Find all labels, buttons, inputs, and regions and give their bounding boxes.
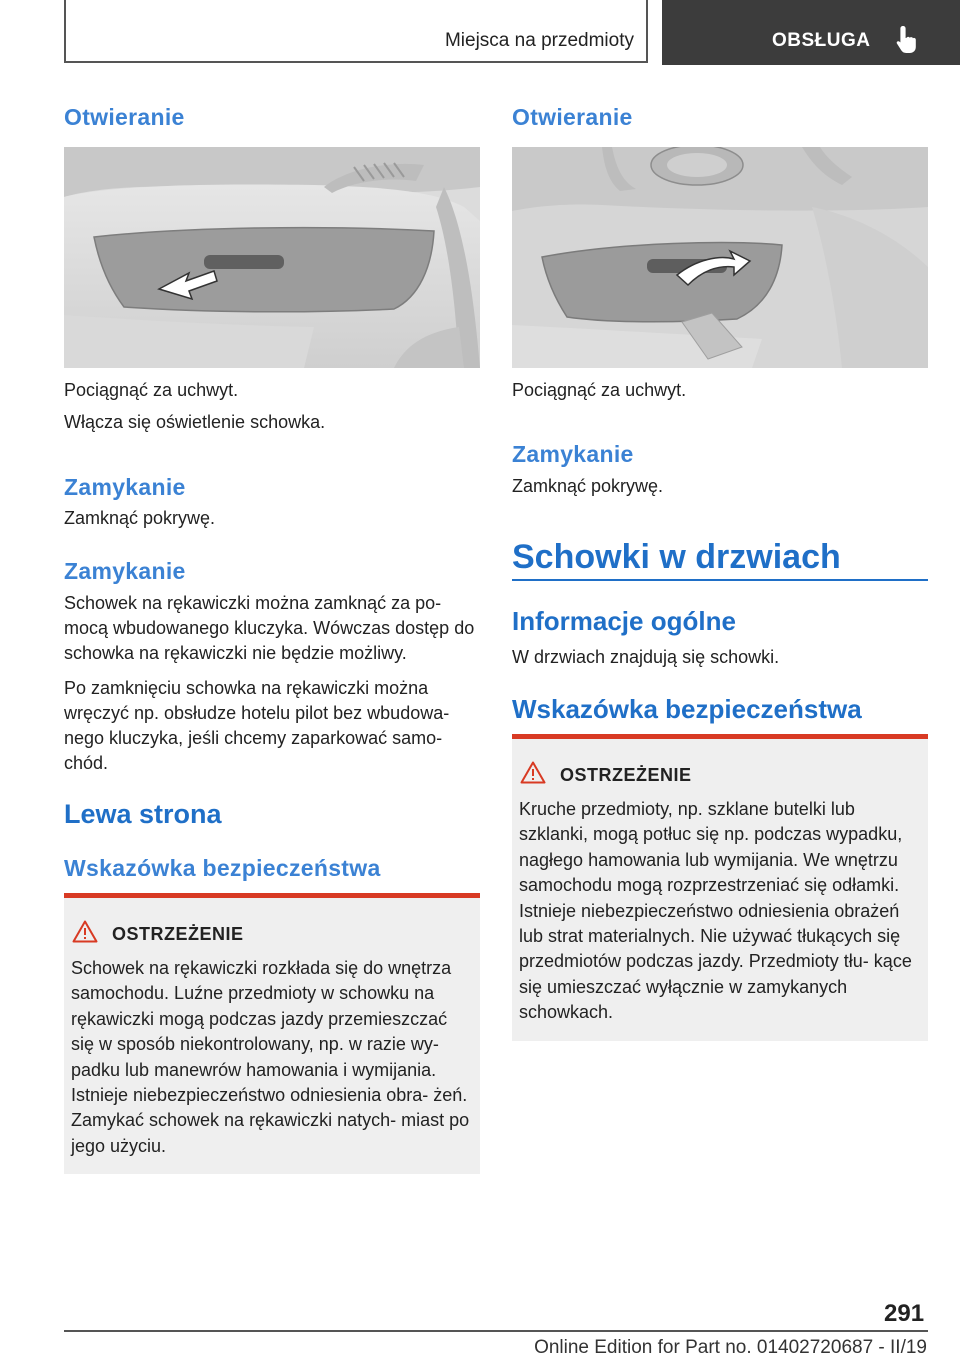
glovebox-open-figure-left bbox=[64, 147, 480, 368]
heading-rule bbox=[512, 579, 928, 581]
page-number: 291 bbox=[884, 1300, 925, 1327]
paragraph-general: W drzwiach znajdują się schowki. bbox=[512, 647, 780, 667]
paragraph-close-2a: Schowek na rękawiczki można zamknąć za po- mocą wbudowanego kluczyka. Wówczas dostęp do schowka na rękawiczki nie będzie możliwy. bbox=[64, 593, 475, 663]
chapter-tab[interactable] bbox=[662, 0, 960, 65]
warning-text-right: Kruche przedmioty, np. szklane butelki lub szklanki, mogą potłuc się np. podczas wypadku, nagłego hamowania lub wymijania. We wnętrzu samochodu mogą rozprzestrzeniać się odłamki. Istnieje niebezpieczeństwo odniesienia obrażeń lub strat materialnych. Nie używać tłukących się przedmiotów podczas jazdy. Przedmioty tłu- kące się umieszczać wyłącznie w zamykanych schowkach. bbox=[519, 799, 912, 1023]
heading-left-side: Lewa strona bbox=[64, 799, 222, 829]
section-title: Miejsca na przedmioty bbox=[444, 30, 634, 51]
warning-box-left bbox=[64, 893, 480, 1174]
heading-door-compartments: Schowki w drzwiach bbox=[512, 538, 841, 576]
edition-note: Online Edition for Part no. 01402720687 - II/19 bbox=[534, 1337, 927, 1358]
glovebox-illustration-right bbox=[512, 147, 928, 368]
pointing-hand-icon bbox=[894, 24, 920, 54]
paragraph-pull-right: Pociągnąć za uchwyt. bbox=[512, 380, 687, 400]
warning-triangle-icon bbox=[72, 920, 98, 943]
warning-triangle-icon bbox=[520, 761, 546, 784]
paragraph-close-1: Zamknąć pokrywę. bbox=[64, 508, 216, 528]
paragraph-close-right: Zamknąć pokrywę. bbox=[512, 476, 664, 496]
warning-box-right bbox=[512, 734, 928, 1041]
warning-text-left: Schowek na rękawiczki rozkłada się do wnętrza samochodu. Luźne przedmioty w schowku na rękawiczki mogą podczas jazdy przemieszczać się w sposób niekontrolowany, np. w razie wy- padku lub manewrów hamowania i wymijania. Istnieje niebezpieczeństwo odniesienia obra- żeń. Zamykać schowek na rękawiczki natych- miast po jego użyciu. bbox=[71, 958, 470, 1156]
heading-general-info: Informacje ogólne bbox=[512, 606, 736, 636]
paragraph-light: Włącza się oświetlenie schowka. bbox=[64, 412, 326, 432]
warning-title-right: OSTRZEŻENIE bbox=[560, 765, 692, 785]
glovebox-illustration bbox=[64, 147, 480, 368]
heading-open-left: Otwieranie bbox=[64, 104, 185, 130]
chapter-label: OBSŁUGA bbox=[772, 30, 871, 51]
heading-open-right: Otwieranie bbox=[512, 104, 633, 130]
heading-safety-right: Wskazówka bezpieczeństwa bbox=[512, 694, 862, 724]
paragraph-pull-left: Pociągnąć za uchwyt. bbox=[64, 380, 239, 400]
warning-title-left: OSTRZEŻENIE bbox=[112, 924, 244, 944]
glovebox-open-figure-right bbox=[512, 147, 928, 368]
heading-close-1: Zamykanie bbox=[64, 474, 186, 500]
footer-rule bbox=[64, 1330, 928, 1332]
heading-safety-left: Wskazówka bezpieczeństwa bbox=[64, 855, 381, 881]
heading-close-right: Zamykanie bbox=[512, 441, 634, 467]
paragraph-close-2b: Po zamknięciu schowka na rękawiczki można wręczyć np. obsłudze hotelu pilot bez wbudowa- nego kluczyka, jeśli chcemy zaparkować samo- chód. bbox=[64, 678, 450, 773]
heading-close-2: Zamykanie bbox=[64, 558, 186, 584]
